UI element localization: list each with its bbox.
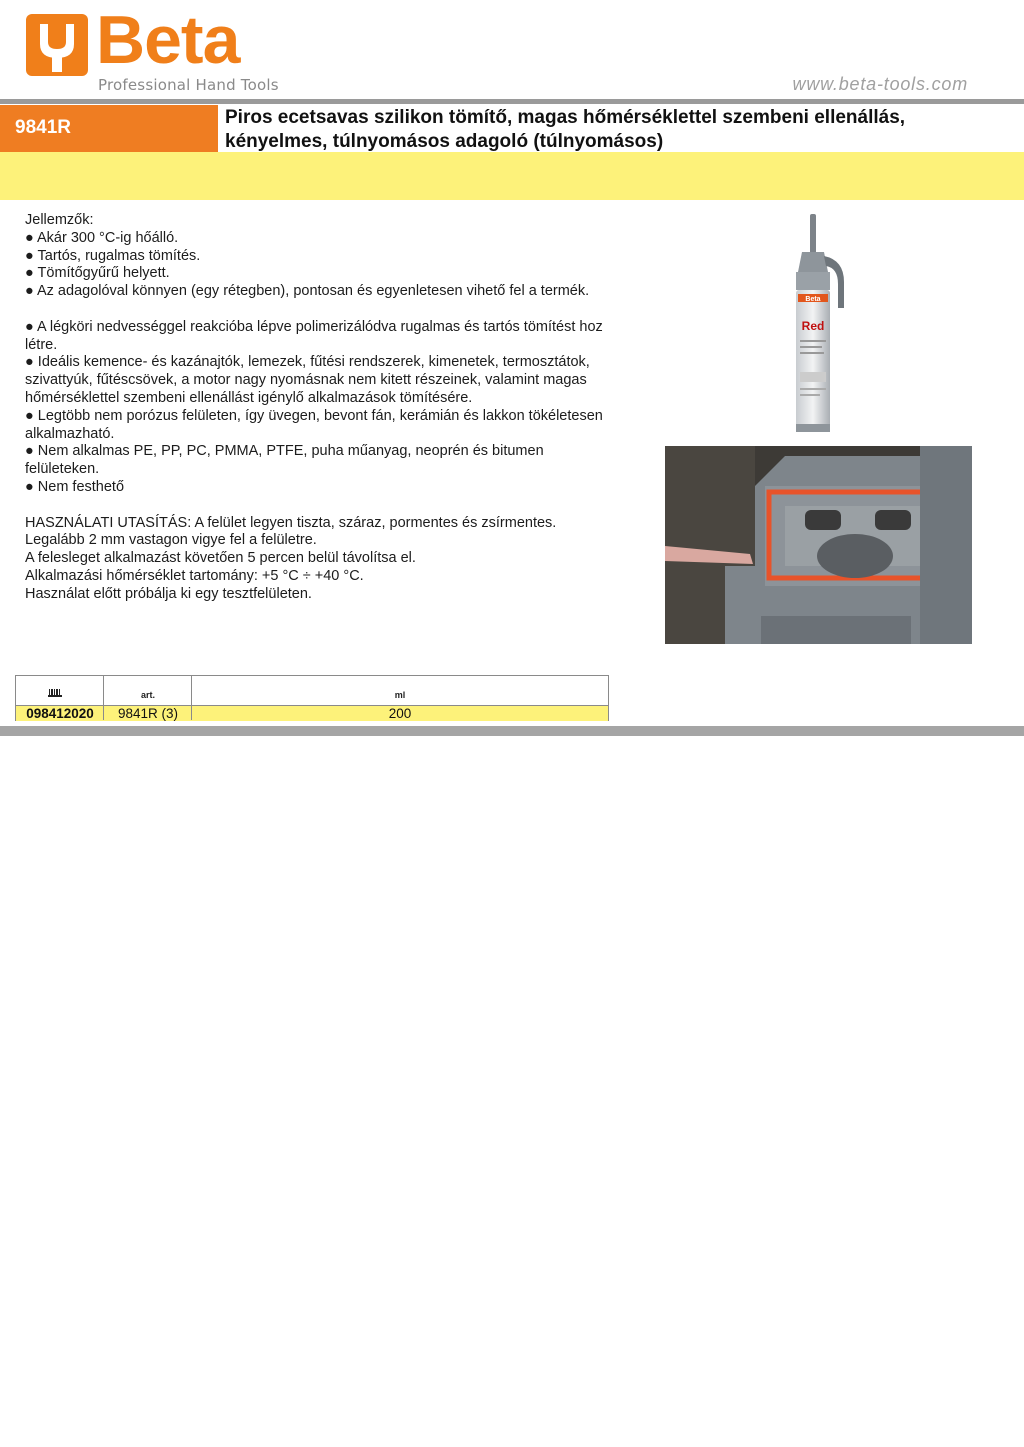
cell-ml: 200 xyxy=(388,706,412,721)
feature-bullet: ● A légköri nedvességgel reakcióba lépve polimerizálódva rugalmas és tartós tömítést hoz létre. xyxy=(25,318,603,353)
table-row xyxy=(16,705,608,721)
feature-bullet: ● Ideális kemence- és kazánajtók, lemezek, fűtési rendszerek, kimenetek, termosztátok, szivattyúk, fűtéscsövek, a motor nagy nyomásnak nem kitett részeinek, valamint magas hőmérséklettel szembeni ellenállást igénylő alkalmazások tömítésére. xyxy=(25,354,590,406)
feature-bullet: ● Tartós, rugalmas tömítés. xyxy=(25,247,201,264)
usage-line: Használat előtt próbálja ki egy tesztfelületen. xyxy=(25,585,312,602)
website-url[interactable]: www.beta-tools.com xyxy=(792,74,968,94)
table-header xyxy=(16,676,608,705)
feature-bullet: ● Legtöbb nem porózus felületen, így üvegen, bevont fán, kerámián és lakkon tökéletesen alkalmazható. xyxy=(25,407,603,442)
cell-art: 9841R (3) xyxy=(117,706,179,721)
title-band xyxy=(0,152,1024,200)
usage-line: A felesleget alkalmazást követően 5 percen belül távolítsa el. xyxy=(25,550,416,567)
product-code: 9841R xyxy=(15,117,71,138)
tube-brand: Beta xyxy=(805,296,821,303)
feature-bullet: ● Nem festhető xyxy=(25,478,125,495)
footer-divider xyxy=(0,726,1024,736)
product-title: Piros ecetsavas szilikon tömítő, magas hőmérséklettel szembeni ellenállás, kényelmes, túlnyomásos adagoló (túlnyomásos) xyxy=(225,107,906,152)
product-description xyxy=(25,212,615,604)
feature-bullet: ● Tömítőgyűrű helyett. xyxy=(25,265,170,282)
wrench-logo-icon xyxy=(26,14,88,76)
header-art: art. xyxy=(140,690,155,700)
application-photo xyxy=(665,446,972,644)
table-divider xyxy=(103,676,104,720)
spec-table xyxy=(15,675,609,721)
brand-tagline: Professional Hand Tools xyxy=(98,76,279,94)
feature-bullet: ● Nem alkalmas PE, PP, PC, PMMA, PTFE, puha műanyag, neoprén és bitumen felületeken. xyxy=(25,443,544,478)
tube-name: Red xyxy=(801,319,825,333)
cell-code: 098412020 xyxy=(26,706,94,721)
table-divider xyxy=(191,676,192,720)
usage-line: HASZNÁLATI UTASÍTÁS: A felület legyen tiszta, száraz, pormentes és zsírmentes. xyxy=(25,514,557,531)
brand-name: Beta xyxy=(96,2,240,78)
features-heading: Jellemzők: xyxy=(25,212,94,228)
brand-logo xyxy=(26,2,288,94)
header-divider xyxy=(0,99,1024,104)
usage-line: Alkalmazási hőmérséklet tartomány: +5 °C ÷ +40 °C. xyxy=(25,567,364,584)
header-ml: ml xyxy=(394,690,406,700)
sealant-tube-image xyxy=(788,212,852,434)
usage-line: Legalább 2 mm vastagon vigye fel a felületre. xyxy=(25,532,317,549)
feature-bullet: ● Az adagolóval könnyen (egy rétegben), pontosan és egyenletesen vihető fel a termék. xyxy=(25,283,590,300)
barcode-icon xyxy=(48,688,62,697)
feature-bullet: ● Akár 300 °C-ig hőálló. xyxy=(25,229,179,246)
